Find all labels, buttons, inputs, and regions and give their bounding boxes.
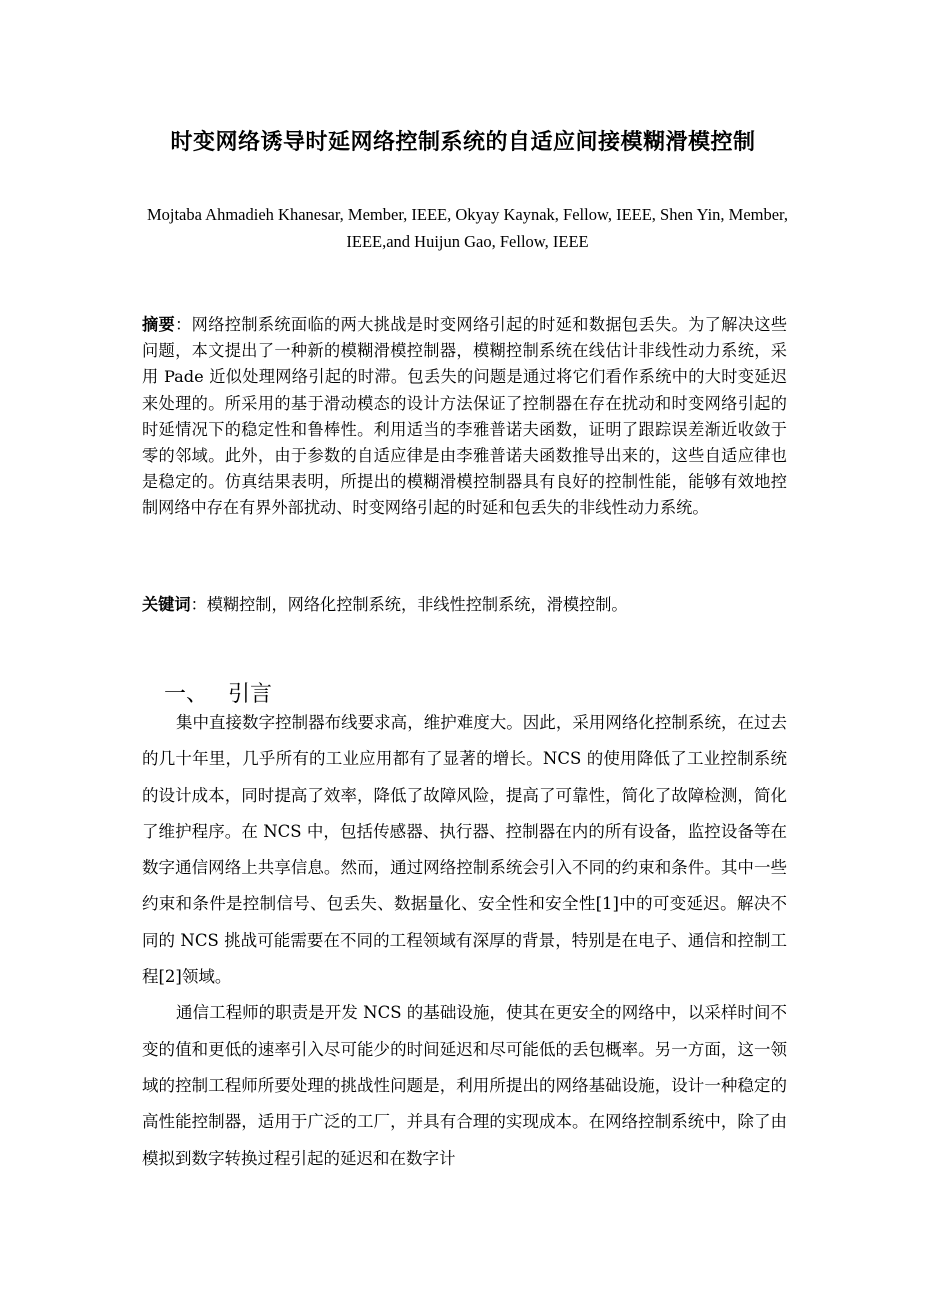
section-number: 一、 (164, 682, 209, 708)
section-title: 引言 (228, 682, 273, 708)
body-paragraph-1: 集中直接数字控制器布线要求高，维护难度大。因此，采用网络化控制系统，在过去的几十年里，几乎所有的工业应用都有了显著的增长。NCS 的使用降低了工业控制系统的设计成本，同时提高了效率，降低了故障风险，提高了可靠性，简化了故障检测，简化了维护程序。在 NCS 中，包括传感器、执行器、控制器在内的所有设备，监控设备等在数字通信网络上共享信息。然而，通过网络控制系统会引入不同的约束和条件。其中一些约束和条件是控制信号、包丢失、数据量化、安全性和安全性[1]中的可变延迟。解决不同的 NCS 挑战可能需要在不同的工程领域有深厚的背景，特别是在电子、通信和控制工程[2]领域。 (142, 713, 787, 987)
paper-title: 时变网络诱导时延网络控制系统的自适应间接模糊滑模控制 (170, 129, 756, 155)
author-list: Mojtaba Ahmadieh Khanesar, Member, IEEE, Okyay Kaynak, Fellow, IEEE, Shen Yin, Member, IEEE,and Huijun Gao, Fellow, IEEE (146, 205, 789, 251)
section-body (142, 705, 787, 1177)
abstract-block (142, 312, 787, 522)
keywords-separator: ： (190, 595, 207, 614)
abstract-label: 摘要 (142, 315, 176, 334)
keywords-block (142, 592, 787, 618)
abstract-separator: ： (175, 315, 192, 334)
keywords-label: 关键词 (142, 595, 191, 614)
abstract-text: 网络控制系统面临的两大挑战是时变网络引起的时延和数据包丢失。为了解决这些问题，本文提出了一种新的模糊滑模控制器，模糊控制系统在线估计非线性动力系统，采用 Pade 近似处理网络引起的时滞。包丢失的问题是通过将它们看作系统中的大时变延迟来处理的。所采用的基于滑动模态的设计方法保证了控制器在存在扰动和时变网络引起的时延情况下的稳定性和鲁棒性。利用适当的李雅普诺夫函数，证明了跟踪误差渐近收敛于零的邻域。此外，由于参数的自适应律是由李雅普诺夫函数推导出来的，这些自适应律也是稳定的。仿真结果表明，所提出的模糊滑模控制器具有良好的控制性能，能够有效地控制网络中存在有界外部扰动、时变网络引起的时延和包丢失的非线性动力系统。 (142, 315, 788, 518)
keywords-text: 模糊控制，网络化控制系统，非线性控制系统，滑模控制。 (206, 595, 628, 614)
body-paragraph-2: 通信工程师的职责是开发 NCS 的基础设施，使其在更安全的网络中，以采样时间不变的值和更低的速率引入尽可能少的时间延迟和尽可能低的丢包概率。另一方面，这一领域的控制工程师所要处理的挑战性问题是，利用所提出的网络基础设施，设计一种稳定的高性能控制器，适用于广泛的工厂，并具有合理的实现成本。在网络控制系统中，除了由模拟到数字转换过程引起的延迟和在数字计 (142, 1003, 787, 1168)
